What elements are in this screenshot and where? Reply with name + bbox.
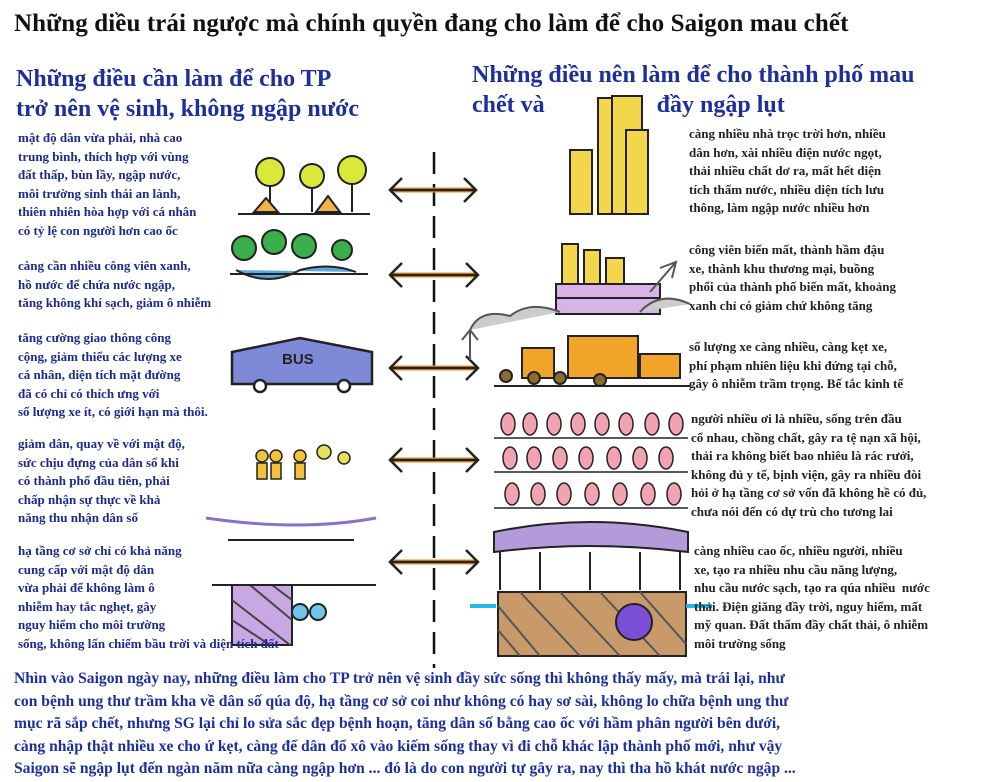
right-block-traffic: số lượng xe càng nhiều, càng kẹt xe, phí phạm nhiên liệu khi đứng tại chỗ, gây ô nhiễm trầm trọng. Bế tắc kinh tế [689,339,904,391]
sketch-park-lake [230,230,368,279]
sketch-people [256,445,350,479]
sketch-crowd [494,413,688,508]
right-block-crowding: người nhiều ơi là nhiều, sống trên đầu cổ nhau, chồng chất, gây ra tệ nạn xã hội, thải ra không biết bao nhiêu là rác rưởi, không đủ y tế, bịnh viện, gây ra nhiều đòi hỏi ở hạ tầng cơ sở vốn đã không hề có đủ, chưa nói đến có dự trù cho tương lai [691,411,927,519]
left-block-transit: tăng cường giao thông công cộng, giảm thiểu các lượng xe cá nhân, diện tích mặt đường đã có chỉ có thích ưng với số lượng xe ít, có giới hạn mà thôi. [18,330,208,419]
sketch-trees-houses [238,156,370,214]
right-block-highrises: càng nhiều nhà trọc trời hơn, nhiều dân hơn, xài nhiều điện nước ngọt, thải nhiều chất dơ ra, mất hết diện tích thấm nước, nhiều diện tích lưu thông, làm ngập nước nhiều hơn [689,126,886,215]
left-column-title [16,64,436,124]
left-block-population: giảm dân, quay về với mật độ, sức chịu đựng của dân số khi có thành phố đầu tiên, phải chấp nhận sự thực về khả năng thu nhận dân số [18,436,185,525]
main-title: Những diều trái ngược mà chính quyền đang cho làm để cho Saigon mau chết [14,10,849,37]
left-block-parks: càng cần nhiều công viên xanh, hồ nước để chứa nước ngập, tăng không khí sạch, giảm ô nhiễm [18,258,212,310]
left-title-line-1: Những điều cần làm để cho TP [16,66,332,92]
right-block-overload: càng nhiều cao ốc, nhiều người, nhiều xe, tạo ra nhiều nhu cầu năng lượng, nhu cầu nước sạch, tạo ra qúa nhiều nước thải. Điện giăng đầy trời, nguy hiểm, mất mỹ quan. Đất thấm đầy chất thải, ô nhiễm môi trường sống [694,543,930,651]
left-title-line-2: trở nên vệ sinh, không ngập nước [16,96,360,122]
sketch-commercial [556,244,660,314]
right-title-line-2 [472,90,992,120]
left-block-density: mật độ dân vừa phải, nhà cao trung bình, thích hợp với vùng đất thấp, bùn lầy, ngập nước, môi trường sinh thái an lành, thiên nhiên hòa hợp với cá nhân có tỷ lệ con người hơn cao ốc [18,130,197,238]
bottom-summary-text: Nhìn vào Saigon ngày nay, những điều làm cho TP trở nên vệ sinh đầy sức sống thì không thấy mấy, mà trái lại, như con bệnh ung thư trầm kha về dân số qúa độ, hạ tầng cơ sở coi như không có hay sơ sài, không lo chữa bệnh ung thư mục rã sắp chết, nhưng SG lại chỉ lo sửa sắc đẹp bệnh hoạn, tăng dân số bằng cao ốc với hầm phân người bên dưới, càng nhập thật nhiều xe cho ứ kẹt, càng để dân đổ xô vào kiếm sống thay vì đi chỗ khác lập thành phố mới, như vậy Saigon sẽ ngập lụt đến ngàn năm nữa càng ngập hơn ... đó là do con người tự gây ra, nay thì tha hồ khát nước ngập ... [14,670,796,777]
sketch-overload [470,522,712,656]
sketch-traffic-cars [494,336,690,386]
right-title-line-2b: đầy ngập lụt [656,92,785,118]
right-title-line-1: Những điều nên làm để cho thành phố mau [472,62,915,88]
right-title-line-2a: chết và [472,92,545,118]
right-block-parks-lost: công viên biến mất, thành hầm đậu xe, thành khu thương mại, buồng phổi của thành phố biến mất, khoảng xanh chỉ có giảm chứ không tăng [689,242,896,313]
right-column-title [472,60,992,120]
bus-label: BUS [282,351,314,368]
left-block-infrastructure: hạ tầng cơ sở chỉ có khả năng cung cấp với mật độ dân vừa phải để không làm ô nhiễm hay tắc nghẹt, gây nguy hiểm cho môi trường sống, không lấn chiếm bầu trời và diện tích đất [18,543,279,651]
